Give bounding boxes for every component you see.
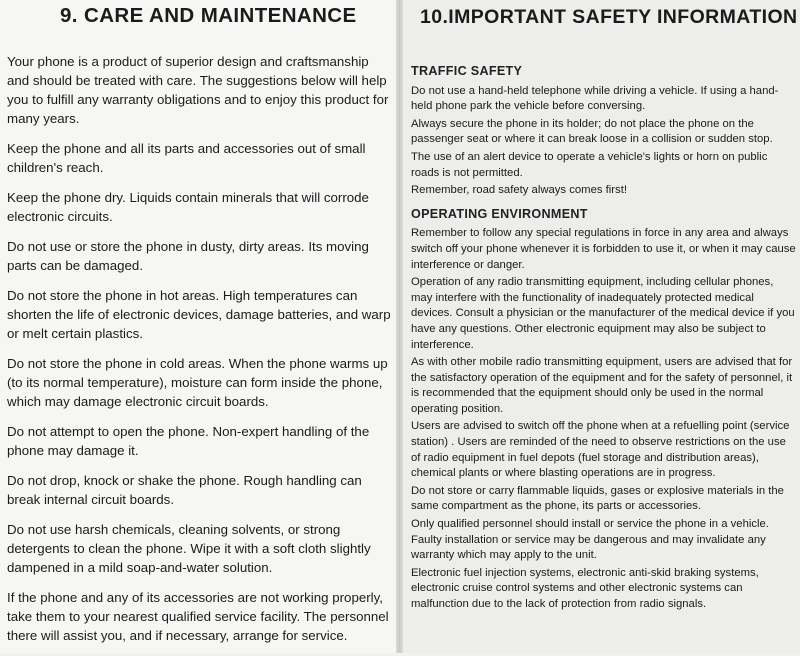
page-gutter	[396, 0, 403, 653]
traffic-safety-heading: TRAFFIC SAFETY	[411, 64, 523, 78]
environment-paragraph: Only qualified personnel should install or service the phone in a vehicle. Faulty installation or service may be dangerous and may invalidate any warranty which may apply to the unit.	[411, 518, 769, 562]
traffic-paragraph: The use of an alert device to operate a vehicle's lights or horn on public roads is not permitted.	[411, 150, 768, 179]
environment-paragraph: Users are advised to switch off the phone when at a refuelling point (service station) . Users are reminded of the need to observe restrictions on the use of radio equipment in fuel depots (fuel storage and distribution areas), chemical plants or where blasting operations are in progress.	[411, 420, 790, 480]
safety-information-title: 10.IMPORTANT SAFETY INFORMATION	[420, 6, 798, 28]
environment-paragraph: Operation of any radio transmitting equipment, including cellular phones, may interfere with the functionality of inadequately protected medical devices. Consult a physician or the manufacturer of the medical device if you have any questions. Other electronic equipment may also be subject to interference.	[411, 276, 795, 351]
care-paragraph: Do not store the phone in hot areas. High temperatures can shorten the life of electronic devices, damage batteries, and warp or melt certain plastics.	[7, 288, 391, 341]
care-paragraph: If the phone and any of its accessories are not working properly, take them to your nearest qualified service facility. The personnel there will assist you, and if necessary, arrange for service.	[7, 590, 389, 643]
care-maintenance-title: 9. CARE AND MAINTENANCE	[60, 4, 357, 27]
environment-paragraph: Electronic fuel injection systems, electronic anti-skid braking systems, electronic cruise control systems and other electronic systems can malfunction due to the lack of protection from radio signals.	[411, 566, 759, 610]
care-paragraph: Your phone is a product of superior design and craftsmanship and should be treated with care. The suggestions below will help you to fulfill any warranty obligations and to enjoy this product for many years.	[7, 54, 389, 126]
care-paragraph: Do not store the phone in cold areas. When the phone warms up (to its normal temperature), moisture can form inside the phone, which may damage electronic circuit boards.	[7, 356, 388, 409]
environment-paragraph: As with other mobile radio transmitting equipment, users are advised that for the satisfactory operation of the equipment and for the safety of personnel, it is recommended that the equipment should only be used in the normal operating position.	[411, 356, 793, 415]
traffic-paragraph: Always secure the phone in its holder; do not place the phone on the passenger seat or where it can break loose in a collision or sudden stop.	[411, 117, 773, 146]
care-paragraph: Do not use harsh chemicals, cleaning solvents, or strong detergents to clean the phone. Wipe it with a soft cloth slightly dampened in a mild soap-and-water solution.	[7, 522, 371, 575]
environment-paragraph: Remember to follow any special regulations in force in any area and always switch off your phone whenever it is forbidden to use it, or when it may cause interference or danger.	[411, 227, 796, 271]
care-paragraph: Do not use or store the phone in dusty, dirty areas. Its moving parts can be damaged.	[7, 239, 369, 273]
care-maintenance-body	[7, 52, 391, 656]
care-paragraph: Keep the phone and all its parts and accessories out of small children's reach.	[7, 141, 366, 175]
operating-environment-heading: OPERATING ENVIRONMENT	[411, 206, 588, 221]
traffic-safety-section	[411, 64, 796, 199]
care-paragraph: Do not drop, knock or shake the phone. Rough handling can break internal circuit boards.	[7, 473, 362, 507]
traffic-paragraph: Do not use a hand-held telephone while driving a vehicle. If using a hand-held phone park the vehicle before conversing.	[411, 84, 779, 113]
operating-environment-section	[411, 207, 796, 613]
environment-paragraph: Do not store or carry flammable liquids, gases or explosive materials in the same compartment as the phone, its parts or accessories.	[411, 484, 784, 513]
care-paragraph: Keep the phone dry. Liquids contain minerals that will corrode electronic circuits.	[7, 190, 369, 224]
traffic-paragraph: Remember, road safety always comes first!	[411, 184, 627, 197]
care-paragraph: Do not attempt to open the phone. Non-expert handling of the phone may damage it.	[7, 424, 370, 458]
safety-information-body	[411, 60, 796, 621]
